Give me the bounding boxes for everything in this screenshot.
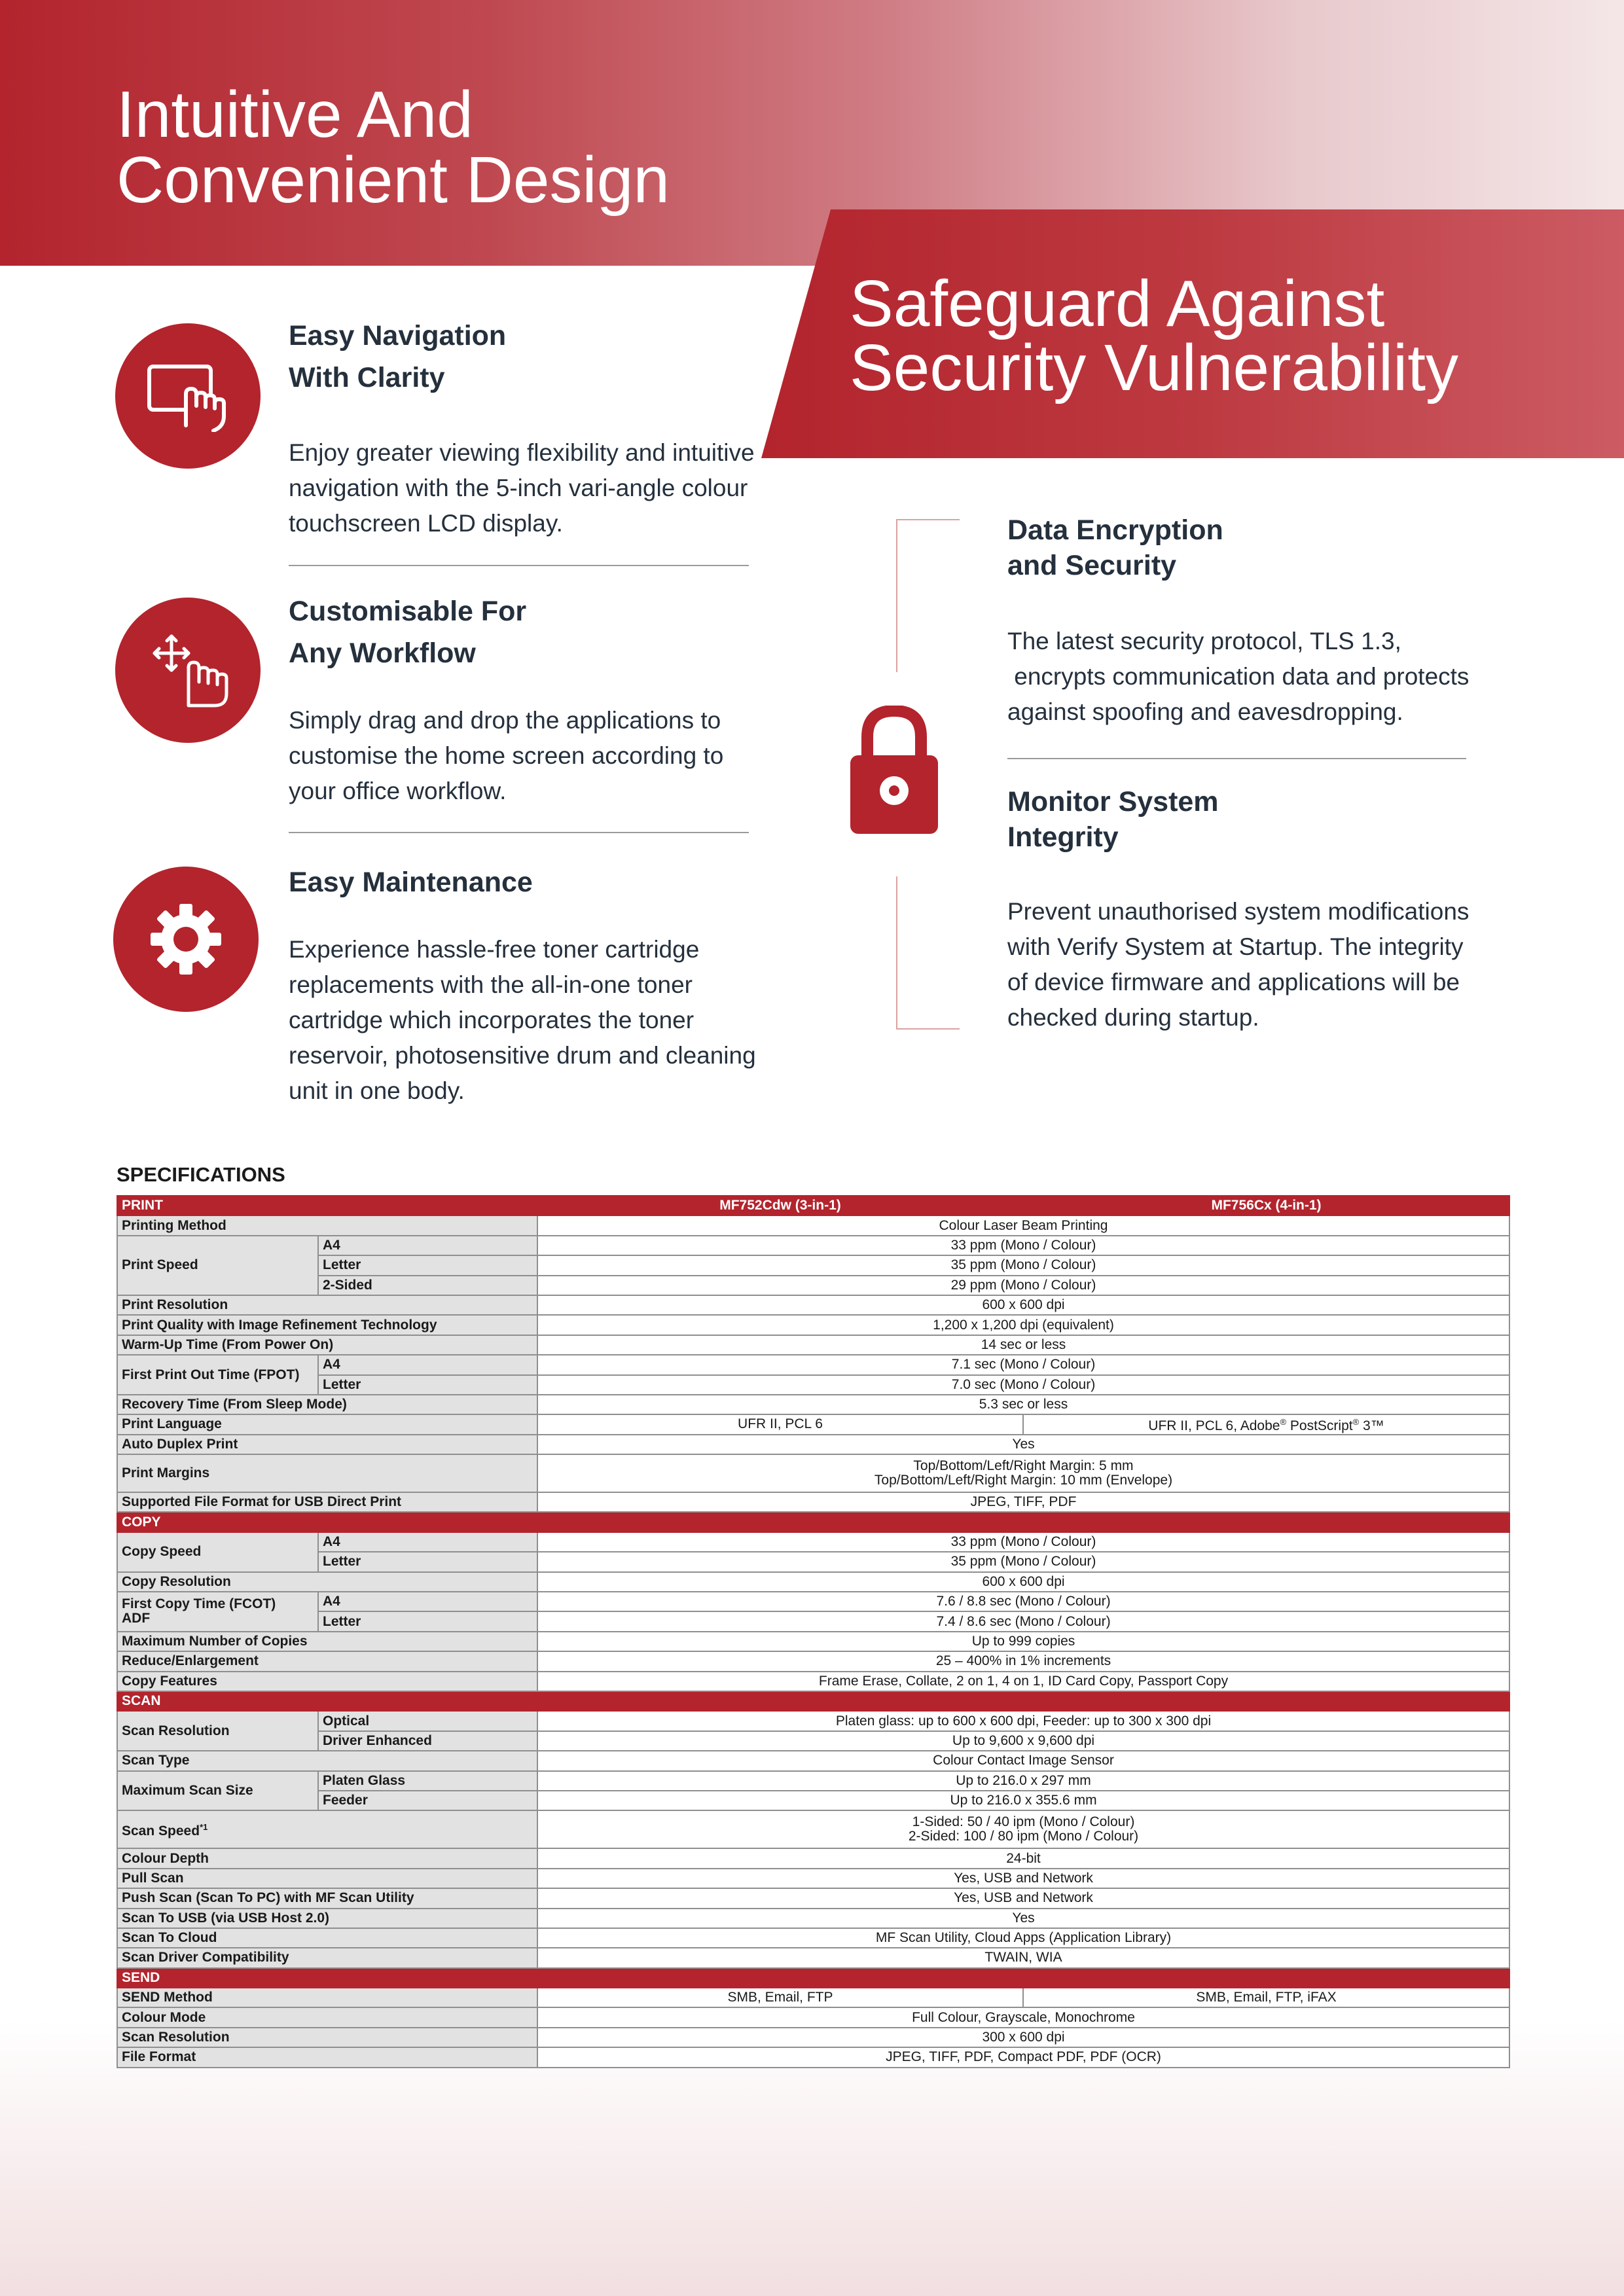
body-line: encrypts communication data and protects — [1007, 663, 1470, 690]
row-value: 7.1 sec (Mono / Colour) — [537, 1355, 1509, 1374]
row-sublabel: A4 — [318, 1532, 537, 1552]
body-line: your office workflow. — [289, 778, 507, 804]
table-row — [117, 1731, 1509, 1751]
value-line: 1-Sided: 50 / 40 ipm (Mono / Colour) — [912, 1814, 1135, 1830]
table-row — [117, 1771, 1509, 1791]
section-header-scan — [117, 1691, 1509, 1711]
table-row — [117, 1315, 1509, 1335]
row-sublabel: Letter — [318, 1375, 537, 1395]
row-value-model-a: UFR II, PCL 6 — [537, 1414, 1023, 1434]
body-line: The latest security protocol, TLS 1.3, — [1007, 628, 1401, 655]
row-value: Yes — [537, 1909, 1509, 1928]
row-label: SEND Method — [117, 1988, 537, 2007]
row-value: Full Colour, Grayscale, Monochrome — [537, 2007, 1509, 2027]
title-line-2: Convenient Design — [117, 143, 670, 217]
title-line-2: and Security — [1007, 550, 1177, 581]
row-label: Copy Speed — [117, 1532, 318, 1572]
row-label: Auto Duplex Print — [117, 1435, 537, 1454]
table-row — [117, 1611, 1509, 1631]
table-row — [117, 1869, 1509, 1888]
row-value: 600 x 600 dpi — [537, 1295, 1509, 1315]
row-value: 1,200 x 1,200 dpi (equivalent) — [537, 1315, 1509, 1335]
padlock-icon — [848, 706, 941, 836]
table-row — [117, 1552, 1509, 1571]
gear-icon — [113, 867, 259, 1012]
section-label: COPY — [117, 1512, 1509, 1532]
divider — [289, 565, 749, 566]
table-row — [117, 1810, 1509, 1848]
value-line: 2-Sided: 100 / 80 ipm (Mono / Colour) — [908, 1829, 1139, 1844]
row-sublabel: Optical — [318, 1711, 537, 1731]
table-row — [117, 2028, 1509, 2047]
touchscreen-hand-icon — [115, 323, 261, 469]
specifications-table — [117, 1195, 1510, 2068]
left-section-title — [117, 78, 670, 217]
section-header-print — [117, 1196, 1509, 1215]
title-line-1: Intuitive And — [117, 78, 473, 151]
row-value: Up to 216.0 x 297 mm — [537, 1771, 1509, 1791]
row-label: Scan Resolution — [117, 1711, 318, 1751]
label-text: Scan Speed — [122, 1823, 200, 1839]
table-row — [117, 1236, 1509, 1255]
value-line: Top/Bottom/Left/Right Margin: 5 mm — [913, 1458, 1134, 1474]
table-row — [117, 1672, 1509, 1691]
row-value: 7.0 sec (Mono / Colour) — [537, 1375, 1509, 1395]
row-value: Up to 9,600 x 9,600 dpi — [537, 1731, 1509, 1751]
body-line: checked during startup. — [1007, 1004, 1259, 1031]
row-value: JPEG, TIFF, PDF, Compact PDF, PDF (OCR) — [537, 2047, 1509, 2067]
value-text: 3™ — [1359, 1418, 1384, 1434]
row-value: Yes — [537, 1435, 1509, 1454]
table-row — [117, 1375, 1509, 1395]
row-value: 24-bit — [537, 1848, 1509, 1868]
row-value: Up to 999 copies — [537, 1632, 1509, 1651]
body-line: Simply drag and drop the applications to — [289, 707, 721, 734]
feature-title-easy-navigation — [289, 315, 506, 399]
table-row — [117, 1335, 1509, 1355]
row-label: First Print Out Time (FPOT) — [117, 1355, 318, 1395]
row-label: Scan Resolution — [117, 2028, 537, 2047]
table-row — [117, 1532, 1509, 1552]
row-sublabel: Letter — [318, 1611, 537, 1631]
row-sublabel: A4 — [318, 1592, 537, 1611]
table-row — [117, 1791, 1509, 1810]
table-row — [117, 1888, 1509, 1908]
section-label: SCAN — [117, 1691, 1509, 1711]
row-value: 25 – 400% in 1% increments — [537, 1651, 1509, 1671]
section-header-copy — [117, 1512, 1509, 1532]
divider — [1007, 758, 1466, 759]
row-value: 14 sec or less — [537, 1335, 1509, 1355]
section-header-send — [117, 1968, 1509, 1988]
feature-body-easy-maintenance — [289, 932, 756, 1109]
label-line: ADF — [122, 1611, 151, 1626]
table-row — [117, 1848, 1509, 1868]
row-value: 5.3 sec or less — [537, 1395, 1509, 1414]
row-label — [117, 1810, 537, 1848]
row-value: Up to 216.0 x 355.6 mm — [537, 1791, 1509, 1810]
row-sublabel: 2-Sided — [318, 1276, 537, 1295]
table-row — [117, 1632, 1509, 1651]
specifications-heading: SPECIFICATIONS — [117, 1163, 285, 1186]
feature-body-monitor-system — [1007, 894, 1469, 1035]
row-label: Print Speed — [117, 1236, 318, 1295]
row-sublabel: Driver Enhanced — [318, 1731, 537, 1751]
registered-mark: ® — [1352, 1417, 1360, 1427]
title-line-1: Easy Navigation — [289, 320, 507, 351]
row-value: JPEG, TIFF, PDF — [537, 1492, 1509, 1512]
row-value: 600 x 600 dpi — [537, 1572, 1509, 1592]
row-label: Warm-Up Time (From Power On) — [117, 1335, 537, 1355]
table-row — [117, 1988, 1509, 2007]
body-line: Prevent unauthorised system modifications — [1007, 898, 1470, 925]
model-header: MF756Cx (4-in-1) — [1023, 1196, 1509, 1215]
body-line: Experience hassle-free toner cartridge — [289, 936, 700, 963]
row-value: Colour Contact Image Sensor — [537, 1751, 1509, 1770]
row-label: Copy Resolution — [117, 1572, 537, 1592]
table-row — [117, 1592, 1509, 1611]
row-sublabel: Letter — [318, 1552, 537, 1571]
table-row — [117, 1751, 1509, 1770]
body-line: cartridge which incorporates the toner — [289, 1007, 695, 1033]
feature-title-customisable — [289, 590, 526, 674]
value-line: Top/Bottom/Left/Right Margin: 10 mm (Envelope) — [874, 1473, 1173, 1488]
row-value: 35 ppm (Mono / Colour) — [537, 1255, 1509, 1275]
table-row — [117, 1276, 1509, 1295]
row-label: Scan To Cloud — [117, 1928, 537, 1948]
table-row — [117, 2007, 1509, 2027]
footnote-mark: *1 — [200, 1822, 208, 1833]
drag-hand-icon — [115, 598, 261, 743]
title-line-2: Security Vulnerability — [850, 331, 1459, 404]
feature-body-easy-navigation — [289, 435, 755, 541]
body-line: against spoofing and eavesdropping. — [1007, 698, 1403, 725]
table-row — [117, 2047, 1509, 2067]
table-row — [117, 1215, 1509, 1235]
row-value: 300 x 600 dpi — [537, 2028, 1509, 2047]
row-value: Colour Laser Beam Printing — [537, 1215, 1509, 1235]
table-row — [117, 1255, 1509, 1275]
table-row — [117, 1928, 1509, 1948]
row-sublabel: Platen Glass — [318, 1771, 537, 1791]
row-value-model-b — [1023, 1414, 1509, 1434]
row-label: Reduce/Enlargement — [117, 1651, 537, 1671]
row-label: Maximum Scan Size — [117, 1771, 318, 1811]
value-text: PostScript — [1286, 1418, 1353, 1434]
title-line-1: Customisable For — [289, 596, 527, 627]
feature-body-data-encryption — [1007, 624, 1469, 730]
row-value: 7.6 / 8.8 sec (Mono / Colour) — [537, 1592, 1509, 1611]
table-row — [117, 1414, 1509, 1434]
row-value: Yes, USB and Network — [537, 1888, 1509, 1908]
row-label: Colour Mode — [117, 2007, 537, 2027]
row-value-model-a: SMB, Email, FTP — [537, 1988, 1023, 2007]
bracket-top — [896, 519, 960, 672]
label-line: First Copy Time (FCOT) — [122, 1596, 276, 1612]
table-row — [117, 1492, 1509, 1512]
row-value: 33 ppm (Mono / Colour) — [537, 1236, 1509, 1255]
title-line-1: Easy Maintenance — [289, 867, 533, 898]
feature-title-monitor-system — [1007, 784, 1219, 855]
feature-title-easy-maintenance — [289, 861, 533, 903]
row-label: Pull Scan — [117, 1869, 537, 1888]
body-line: customise the home screen according to — [289, 742, 724, 769]
title-line-1: Monitor System — [1007, 786, 1219, 817]
row-value-model-b: SMB, Email, FTP, iFAX — [1023, 1988, 1509, 2007]
body-line: unit in one body. — [289, 1077, 465, 1104]
value-text: UFR II, PCL 6, Adobe — [1148, 1418, 1280, 1434]
feature-title-data-encryption — [1007, 512, 1223, 583]
title-line-1: Data Encryption — [1007, 514, 1223, 546]
row-label: Push Scan (Scan To PC) with MF Scan Utility — [117, 1888, 537, 1908]
row-sublabel: A4 — [318, 1355, 537, 1374]
row-label: Scan Driver Compatibility — [117, 1948, 537, 1967]
body-line: touchscreen LCD display. — [289, 510, 563, 537]
title-line-2: Any Workflow — [289, 637, 476, 669]
row-sublabel: A4 — [318, 1236, 537, 1255]
title-line-2: With Clarity — [289, 362, 445, 393]
body-line: reservoir, photosensitive drum and cleaning — [289, 1042, 756, 1069]
row-value: 29 ppm (Mono / Colour) — [537, 1276, 1509, 1295]
table-row — [117, 1572, 1509, 1592]
table-row — [117, 1454, 1509, 1492]
body-line: navigation with the 5-inch vari-angle colour — [289, 475, 748, 501]
table-row — [117, 1711, 1509, 1731]
row-label: Copy Features — [117, 1672, 537, 1691]
body-line: replacements with the all-in-one toner — [289, 971, 693, 998]
row-label: Print Margins — [117, 1454, 537, 1492]
row-value: Platen glass: up to 600 x 600 dpi, Feeder: up to 300 x 300 dpi — [537, 1711, 1509, 1731]
row-sublabel: Letter — [318, 1255, 537, 1275]
right-section-title — [850, 267, 1459, 404]
row-label: File Format — [117, 2047, 537, 2067]
row-label: Print Quality with Image Refinement Technology — [117, 1315, 537, 1335]
row-value: Frame Erase, Collate, 2 on 1, 4 on 1, ID Card Copy, Passport Copy — [537, 1672, 1509, 1691]
table-row — [117, 1909, 1509, 1928]
row-label: Scan To USB (via USB Host 2.0) — [117, 1909, 537, 1928]
registered-mark: ® — [1280, 1417, 1287, 1427]
table-row — [117, 1295, 1509, 1315]
table-row — [117, 1435, 1509, 1454]
title-line-1: Safeguard Against — [850, 267, 1385, 340]
model-header: MF752Cdw (3-in-1) — [537, 1196, 1023, 1215]
row-value: 33 ppm (Mono / Colour) — [537, 1532, 1509, 1552]
row-label: Colour Depth — [117, 1848, 537, 1868]
row-sublabel: Feeder — [318, 1791, 537, 1810]
row-value: 35 ppm (Mono / Colour) — [537, 1552, 1509, 1571]
row-label: Maximum Number of Copies — [117, 1632, 537, 1651]
row-label: Print Language — [117, 1414, 537, 1434]
body-line: of device firmware and applications will be — [1007, 969, 1460, 996]
row-label: Supported File Format for USB Direct Print — [117, 1492, 537, 1512]
row-label — [117, 1592, 318, 1632]
body-line: Enjoy greater viewing flexibility and intuitive — [289, 439, 755, 466]
bracket-bottom — [896, 876, 960, 1030]
title-line-2: Integrity — [1007, 821, 1119, 853]
row-value — [537, 1810, 1509, 1848]
row-label: Printing Method — [117, 1215, 537, 1235]
row-label: Recovery Time (From Sleep Mode) — [117, 1395, 537, 1414]
row-label: Print Resolution — [117, 1295, 537, 1315]
row-value: TWAIN, WIA — [537, 1948, 1509, 1967]
table-row — [117, 1948, 1509, 1967]
table-row — [117, 1395, 1509, 1414]
body-line: with Verify System at Startup. The integrity — [1007, 933, 1464, 960]
section-label: SEND — [117, 1968, 1509, 1988]
feature-body-customisable — [289, 703, 723, 809]
row-value: Yes, USB and Network — [537, 1869, 1509, 1888]
section-label: PRINT — [117, 1196, 537, 1215]
divider — [289, 832, 749, 833]
row-label: Scan Type — [117, 1751, 537, 1770]
row-value: MF Scan Utility, Cloud Apps (Application Library) — [537, 1928, 1509, 1948]
table-row — [117, 1355, 1509, 1374]
row-value: 7.4 / 8.6 sec (Mono / Colour) — [537, 1611, 1509, 1631]
table-row — [117, 1651, 1509, 1671]
row-value — [537, 1454, 1509, 1492]
